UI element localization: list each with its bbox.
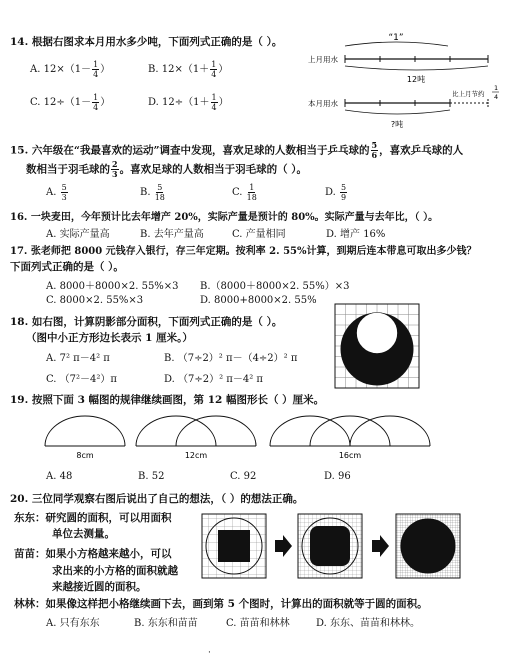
brace-12 <box>345 66 488 70</box>
numerator: 1 <box>93 60 99 69</box>
q15-text: 。喜欢足球的人数相当于羽毛球的（ ）。 <box>119 163 307 176</box>
q18-option-c[interactable]: C. （7²－4²）π <box>46 374 117 385</box>
numerator: 1 <box>249 183 255 192</box>
diagram-unknown-tons: ?吨 <box>390 120 404 129</box>
q18-grid-figure <box>334 303 420 389</box>
diagram-saving: 比上月节约 <box>452 90 485 98</box>
diagram-last-month: 上月用水 <box>308 55 338 64</box>
fig3-finest-grid <box>396 514 460 578</box>
q17-option-a[interactable]: A. 8000＋8000×2. 55%×3 <box>46 281 179 292</box>
q20-dongdong-1: 东东：研究圆的面积，可以用面积 <box>14 512 172 524</box>
q16-stem: 16. 一块麦田，今年预计比去年增产 20%，实际产量是预计的 80%。实际产量与去年比，（ ）。 <box>10 212 439 223</box>
q20-option-c[interactable]: C. 苗苗和林林 <box>226 618 290 629</box>
q20-miaomiao-2: 求出来的小方格的面积就越 <box>52 565 178 577</box>
q19-option-c[interactable]: C. 92 <box>230 471 257 482</box>
q17-stem-1: 17. 张老师把 8000 元钱存入银行，存三年定期。按利率 2. 55%计算，到期后连本带息可取出多少钱？ <box>10 246 477 257</box>
fraction <box>61 183 68 202</box>
q16-option-d[interactable]: D. 增产 16% <box>326 229 386 240</box>
q19-stem: 19. 按照下面 3 幅图的规律继续画图，第 12 幅图形长（ ）厘米。 <box>10 394 325 406</box>
q18-option-d[interactable]: D. （7÷2）² π－4² π <box>164 374 264 385</box>
option-text: ） <box>100 97 111 108</box>
q15-option-c[interactable] <box>232 183 258 202</box>
denominator: 4 <box>211 103 217 112</box>
q14-option-d[interactable] <box>148 93 229 112</box>
fraction <box>92 93 99 112</box>
arrow-right-icon <box>372 535 389 557</box>
fig2-length-label: 12cm <box>184 451 208 460</box>
option-text: 12×（1＋ <box>161 64 210 75</box>
fraction <box>371 141 379 160</box>
q15-text: 15. 六年级在“我最喜欢的运动”调查中发现，喜欢足球的人数相当于乒乓球的 <box>10 144 370 157</box>
q19-option-d[interactable]: D. 96 <box>324 471 351 482</box>
q19-semicircle-figures <box>40 410 480 468</box>
numerator: 1 <box>93 93 99 102</box>
q16-option-c[interactable]: C. 产量相同 <box>232 229 286 240</box>
option-text: 12÷（1＋ <box>162 97 210 108</box>
denominator: 3 <box>112 169 118 179</box>
numerator: 5 <box>61 183 67 192</box>
q14-stem: 14. 根据右图求本月用水多少吨，下面列式正确的是（ ）。 <box>10 36 283 48</box>
q20-stem: 20. 三位同学观察右图后说出了自己的想法，（ ）的想法正确。 <box>10 493 304 505</box>
fraction <box>155 183 165 202</box>
q19-option-b[interactable]: B. 52 <box>138 471 165 482</box>
option-text: 12×（1－ <box>43 64 92 75</box>
numerator: 5 <box>157 183 163 192</box>
q14-segment-diagram <box>300 30 500 135</box>
brace-bottom <box>345 110 450 114</box>
fraction <box>210 60 217 79</box>
fraction <box>247 183 257 202</box>
option-text: ） <box>218 97 229 108</box>
q20-option-b[interactable]: B. 东东和苗苗 <box>134 618 198 629</box>
numerator: 5 <box>371 140 378 150</box>
q14-option-c[interactable] <box>30 93 110 112</box>
q19-option-a[interactable]: A. 48 <box>46 471 73 482</box>
q20-linlin: 林林：如果像这样把小格继续画下去，画到第 5 个图时，计算出的面积就等于圆的面积。 <box>14 598 428 610</box>
numerator: 1 <box>211 60 217 69</box>
option-text: ） <box>218 64 229 75</box>
q15-option-d[interactable] <box>325 183 348 202</box>
denominator: 18 <box>246 193 257 202</box>
q15-option-a[interactable] <box>46 183 69 202</box>
numerator: 5 <box>341 183 347 192</box>
fraction <box>92 60 99 79</box>
q20-miaomiao-3: 来越接近圆的面积。 <box>52 581 147 593</box>
denominator: 4 <box>93 103 99 112</box>
option-label: B. <box>140 187 151 198</box>
numerator: 2 <box>112 159 118 169</box>
q20-dongdong-2: 单位去测量。 <box>52 528 115 540</box>
fig1-coarse-grid <box>202 514 266 578</box>
option-label: A. <box>30 64 41 75</box>
q18-stem-2: （图中小正方形边长表示 1 厘米。） <box>26 332 193 344</box>
diagram-this-month: 本月用水 <box>308 99 338 108</box>
small-circle <box>357 313 398 354</box>
arrow-right-icon <box>275 535 292 557</box>
denominator: 4 <box>211 70 217 79</box>
fig1-length-label: 8cm <box>76 451 94 460</box>
q15-text: ，喜欢乒乓球的人 <box>379 144 464 157</box>
q17-option-c[interactable]: C. 8000×2. 55%×3 <box>46 295 144 306</box>
q18-option-b[interactable]: B. （7÷2）² π－（4÷2）² π <box>164 353 298 364</box>
q15-option-b[interactable] <box>140 183 166 202</box>
fig1-arc <box>45 416 125 446</box>
q14-option-b[interactable] <box>148 60 228 79</box>
fraction <box>340 183 347 202</box>
diagram-top-mark: “1” <box>388 33 404 43</box>
saving-denominator: 4 <box>494 93 499 101</box>
option-label: A. <box>46 187 57 198</box>
option-label: D. <box>325 187 336 198</box>
option-text: ） <box>100 64 111 75</box>
saving-numerator: 1 <box>494 84 499 92</box>
fraction <box>111 160 119 179</box>
q17-option-b[interactable]: B.（8000＋8000×2. 55%）×3 <box>200 281 350 292</box>
q15-line-1 <box>10 141 463 160</box>
option-text: 12÷（1－ <box>43 97 92 108</box>
footer-dot: · <box>208 648 211 658</box>
fraction <box>211 93 218 112</box>
q20-circle-grid-figures <box>200 510 500 590</box>
q16-option-b[interactable]: B. 去年产量高 <box>140 229 204 240</box>
diagram-12-tons: 12吨 <box>406 75 426 84</box>
denominator: 18 <box>154 193 165 202</box>
q20-option-a[interactable]: A. 只有东东 <box>46 618 100 629</box>
denominator: 3 <box>61 193 67 202</box>
option-label: B. <box>148 64 159 75</box>
q18-stem-1: 18. 如右图，计算阴影部分面积，下面列式正确的是（ ）。 <box>10 316 283 328</box>
q20-option-d[interactable]: D. 东东、苗苗和林林。 <box>316 618 421 629</box>
q16-option-a[interactable]: A. 实际产量高 <box>46 229 110 240</box>
denominator: 9 <box>341 193 347 202</box>
q20-miaomiao-1: 苗苗：如果小方格越来越小，可以 <box>14 548 172 560</box>
option-label: C. <box>232 187 243 198</box>
q18-option-a[interactable]: A. 7² π－4² π <box>46 353 110 364</box>
q14-option-a[interactable] <box>30 60 110 79</box>
option-label: D. <box>148 97 159 108</box>
numerator: 1 <box>211 93 217 102</box>
denominator: 6 <box>371 150 378 160</box>
option-label: C. <box>30 97 41 108</box>
q17-stem-2: 下面列式正确的是（ ）。 <box>10 261 124 273</box>
denominator: 4 <box>93 70 99 79</box>
fig2-finer-grid <box>298 514 362 578</box>
q15-text: 数相当于羽毛球的 <box>26 163 110 176</box>
q17-option-d[interactable]: D. 8000+8000×2. 55% <box>200 295 317 306</box>
fig3-length-label: 16cm <box>338 451 362 460</box>
q15-line-2 <box>26 160 307 179</box>
